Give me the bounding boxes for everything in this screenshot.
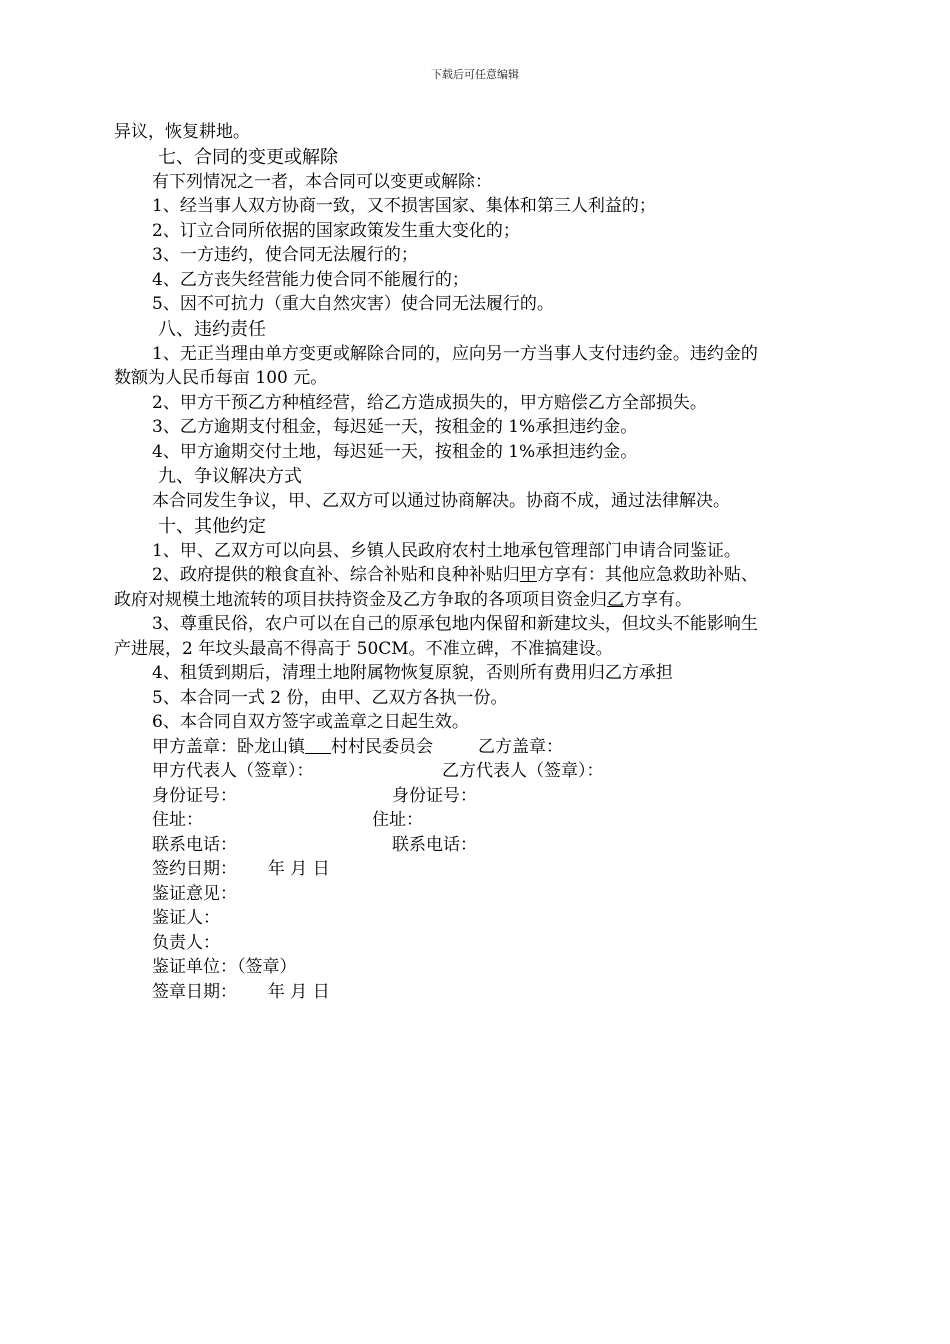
verify-unit: 鉴证单位：（签章） [152, 957, 297, 977]
section-8-title: 八、违约责任 [158, 318, 266, 340]
verify-opinion: 鉴证意见： [152, 883, 237, 904]
verify-opinion-row [114, 882, 840, 907]
section-7-title: 七、合同的变更或解除 [158, 146, 338, 168]
clause: 3、乙方逾期支付租金，每迟延一天，按租金的 1%承担违约金。 [152, 417, 638, 437]
party-b-seal: 乙方盖章： [478, 736, 563, 757]
clause: 2、甲方干预乙方种植经营，给乙方造成损失的，甲方赔偿乙方全部损失。 [152, 392, 707, 413]
verifier: 鉴证人： [152, 908, 220, 928]
party-a-seal-suffix: 村村民委员会 [331, 736, 433, 757]
party-a-phone: 联系电话： [152, 834, 237, 855]
contract-body [114, 120, 840, 1004]
verify-unit-row [114, 955, 840, 980]
party-a-id: 身份证号： [152, 785, 237, 806]
clause-text: 政府对规模土地流转的项目扶持资金及乙方争取的各项项目资金归 [114, 589, 607, 610]
clause: 2、订立合同所依据的国家政策发生重大变化的； [152, 220, 520, 241]
clause-text: 2、政府提供的粮食直补、综合补贴和良种补贴归 [152, 565, 520, 585]
clause: 5、因不可抗力（重大自然灾害）使合同无法履行的。 [152, 294, 554, 314]
clause: 3、尊重民俗，农户可以在自己的原承包地内保留和新建坟头，但坟头不能影响生 [152, 614, 758, 634]
underlined-party: 甲 [519, 565, 537, 585]
clause: 本合同发生争议，甲、乙双方可以通过协商解决。协商不成，通过法律解决。 [152, 491, 730, 511]
section-9-title: 九、争议解决方式 [158, 466, 302, 487]
party-b-rep: 乙方代表人（签章）： [442, 761, 604, 781]
clause: 1、无正当理由单方变更或解除合同的，应向另一方当事人支付违约金。违约金的 [152, 343, 758, 364]
clause: 1、经当事人双方协商一致，又不损害国家、集体和第三人利益的； [152, 196, 656, 216]
party-b-id: 身份证号： [392, 785, 477, 806]
phone-row [114, 833, 840, 858]
clause-text: 方享有：其他应急救助补贴、 [536, 565, 758, 585]
page-header: 下载后可任意编辑 [431, 68, 519, 81]
clause: 4、租赁到期后，清理土地附属物恢复原貌，否则所有费用归乙方承担 [152, 663, 673, 683]
party-a-address: 住址： [152, 810, 203, 830]
underlined-party: 乙 [607, 589, 624, 610]
clause: 4、甲方逾期交付土地，每迟延一天，按租金的 1%承担违约金。 [152, 441, 638, 462]
sign-date: 签约日期： 年 月 日 [152, 859, 330, 879]
seal-date-row [114, 980, 840, 1005]
party-a-rep: 甲方代表人（签章）： [152, 761, 314, 781]
party-a-seal-label: 甲方盖章：卧龙山镇 [152, 736, 305, 757]
party-a-seal [152, 735, 433, 760]
party-b-address: 住址： [372, 810, 423, 830]
party-b-phone: 联系电话： [392, 834, 477, 855]
text-line: 异议，恢复耕地。 [114, 122, 250, 142]
clause-text: 方享有。 [624, 589, 692, 610]
seal-date: 签章日期： 年 月 日 [152, 981, 330, 1002]
village-blank [305, 737, 331, 754]
id-row [114, 784, 840, 809]
verifier-row [114, 906, 840, 931]
clause: 1、甲、乙双方可以向县、乡镇人民政府农村土地承包管理部门申请合同鉴证。 [152, 540, 741, 561]
clause-continuation: 数额为人民币每亩 100 元。 [114, 368, 328, 388]
clause [114, 563, 840, 588]
clause: 3、一方违约，使合同无法履行的； [152, 245, 418, 265]
clause: 4、乙方丧失经营能力使合同不能履行的； [152, 269, 469, 290]
seal-row [114, 735, 840, 760]
address-row [114, 808, 840, 833]
clause: 6、本合同自双方签字或盖章之日起生效。 [152, 712, 469, 732]
person-in-charge: 负责人： [152, 932, 220, 953]
text-line: 有下列情况之一者，本合同可以变更或解除： [152, 171, 492, 192]
clause: 5、本合同一式 2 份，由甲、乙双方各执一份。 [152, 687, 508, 708]
clause-continuation [114, 588, 840, 613]
person-in-charge-row [114, 931, 840, 956]
clause-continuation: 产进展，2 年坟头最高不得高于 50CM。不准立碑，不准搞建设。 [114, 638, 613, 659]
section-10-title: 十、其他约定 [158, 515, 266, 537]
representative-row [114, 759, 840, 784]
sign-date-row [114, 857, 840, 882]
